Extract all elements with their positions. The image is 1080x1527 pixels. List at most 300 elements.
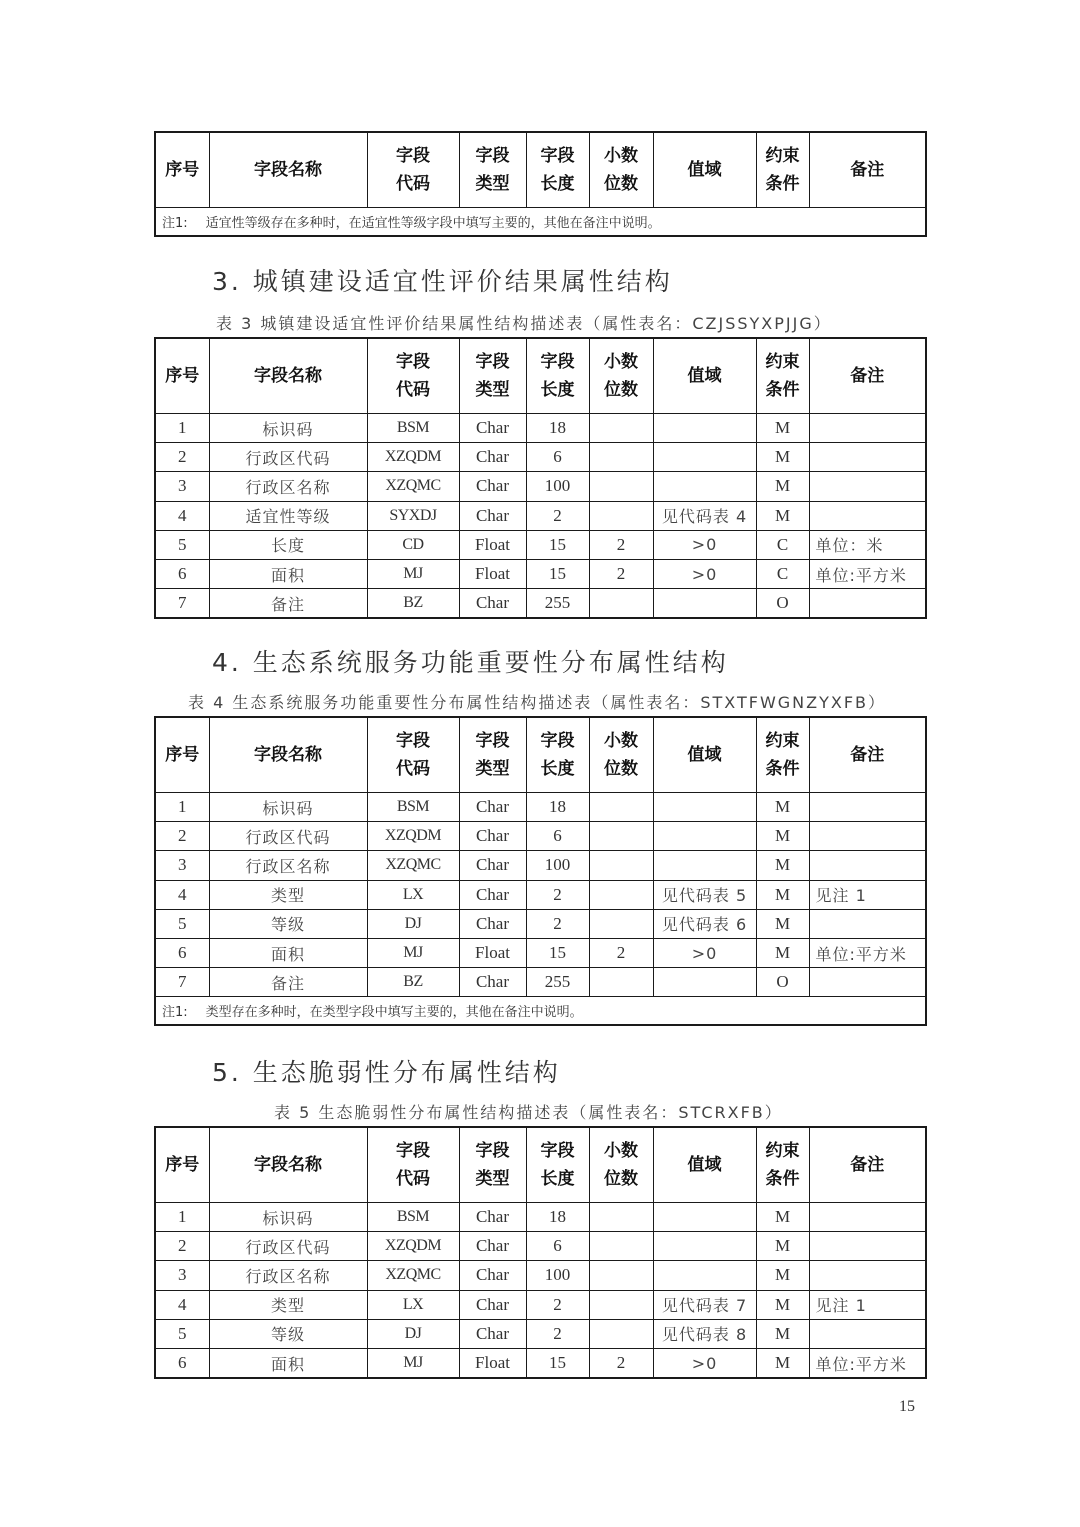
header-text: 长度 [540,380,575,400]
cell-remark: 单位:平方米 [809,559,926,588]
header-text: 类型 [475,380,510,400]
header-value-domain [653,717,756,793]
cell-field-code: MJ [367,1348,459,1378]
cell-field-code: BSM [367,414,459,443]
header-text: 字段 [396,146,430,166]
header-text: 条件 [765,1169,800,1189]
table-note [155,208,926,237]
cell-field-name: 等级 [209,1319,367,1348]
header-text: 条件 [765,759,800,779]
header-text: 字段 [396,1141,430,1161]
cell-remark [809,1319,926,1348]
table-row [155,968,926,997]
cell-decimal-places [589,501,653,530]
cell-field-type: Float [459,530,526,559]
cell-decimal-places [589,1319,653,1348]
header-field-name [209,1127,367,1203]
header-text: 值域 [687,366,722,386]
cell-field-name: 等级 [209,909,367,938]
header-text: 值域 [687,160,722,180]
cell-field-length: 18 [526,414,589,443]
cell-value-domain [653,472,756,501]
header-text: 条件 [765,174,800,194]
table-row [155,909,926,938]
section-4-title: 4. 生态系统服务功能重要性分布属性结构 [212,648,729,677]
cell-seq: 4 [155,1290,209,1319]
header-text: 字段 [540,352,575,372]
cell-seq: 5 [155,909,209,938]
cell-field-length: 15 [526,559,589,588]
cell-seq: 4 [155,880,209,909]
table-row [155,938,926,967]
cell-field-code: BZ [367,589,459,619]
cell-field-name: 长度 [209,530,367,559]
cell-field-code: XZQDM [367,443,459,472]
cell-remark [809,822,926,851]
cell-field-type: Char [459,589,526,619]
cell-remark: 单位:平方米 [809,1348,926,1378]
header-text: 字段名称 [254,366,322,386]
table-row [155,589,926,619]
header-text: 序号 [165,1155,200,1175]
cell-field-code: LX [367,1290,459,1319]
cell-value-domain: 见代码表 7 [653,1290,756,1319]
cell-field-name: 标识码 [209,793,367,822]
cell-field-type: Char [459,1232,526,1261]
header-text: 小数 [604,1141,638,1161]
cell-decimal-places [589,414,653,443]
header-field-name [209,132,367,208]
header-text: 字段名称 [254,745,322,765]
cell-field-length: 15 [526,1348,589,1378]
header-text: 代码 [396,759,430,779]
table-row [155,414,926,443]
cell-seq: 3 [155,1261,209,1290]
cell-value-domain [653,414,756,443]
cell-field-name: 行政区名称 [209,1261,367,1290]
header-value-domain [653,132,756,208]
header-text: 备注 [850,1155,885,1175]
cell-field-name: 备注 [209,589,367,619]
cell-remark [809,501,926,530]
cell-field-type: Char [459,1203,526,1232]
table-prev-continued [154,131,927,237]
cell-field-length: 2 [526,909,589,938]
table-body [155,793,926,997]
header-value-domain [653,1127,756,1203]
header-text: 字段名称 [254,160,322,180]
cell-seq: 5 [155,530,209,559]
header-text: 值域 [687,745,722,765]
header-text: 序号 [165,366,200,386]
cell-remark [809,851,926,880]
cell-field-type: Char [459,1261,526,1290]
table-row [155,1319,926,1348]
cell-remark [809,1232,926,1261]
table-body [155,1203,926,1379]
section-3-title: 3. 城镇建设适宜性评价结果属性结构 [212,267,673,296]
table-row [155,822,926,851]
header-text: 字段 [396,731,430,751]
header-text: 代码 [396,1169,430,1189]
cell-field-name: 适宜性等级 [209,501,367,530]
header-field-length [526,338,589,414]
header-field-length [526,717,589,793]
table-header [155,338,926,414]
cell-constraint: M [756,414,809,443]
cell-field-code: MJ [367,938,459,967]
table-row [155,530,926,559]
table-4-caption: 表 4 生态系统服务功能重要性分布属性结构描述表（属性表名：STXTFWGNZYXFB） [188,693,887,712]
header-text: 字段 [475,352,510,372]
header-text: 位数 [604,174,638,194]
note-text: 适宜性等级存在多种时，在适宜性等级字段中填写主要的，其他在备注中说明。 [205,216,661,231]
header-text: 备注 [850,366,885,386]
cell-remark [809,1203,926,1232]
cell-seq: 2 [155,1232,209,1261]
cell-field-code: BSM [367,1203,459,1232]
cell-field-length: 15 [526,938,589,967]
header-text: 约束 [765,731,800,751]
cell-value-domain [653,851,756,880]
header-text: 约束 [765,352,800,372]
cell-field-code: XZQMC [367,472,459,501]
cell-field-name: 行政区代码 [209,822,367,851]
cell-value-domain [653,1203,756,1232]
cell-field-length: 2 [526,880,589,909]
cell-remark [809,909,926,938]
cell-constraint: M [756,793,809,822]
header-remark [809,132,926,208]
header-field-type [459,338,526,414]
table-row [155,1290,926,1319]
cell-field-type: Char [459,822,526,851]
cell-decimal-places [589,968,653,997]
header-text: 小数 [604,146,638,166]
table-body [155,414,926,619]
cell-field-type: Float [459,938,526,967]
cell-decimal-places [589,443,653,472]
header-text: 条件 [765,380,800,400]
cell-constraint: C [756,559,809,588]
cell-field-code: BZ [367,968,459,997]
cell-decimal-places [589,1261,653,1290]
table-row [155,1203,926,1232]
cell-field-code: XZQMC [367,1261,459,1290]
cell-seq: 4 [155,501,209,530]
header-text: 长度 [540,1169,575,1189]
cell-field-length: 100 [526,851,589,880]
cell-field-name: 标识码 [209,1203,367,1232]
cell-field-length: 6 [526,822,589,851]
cell-value-domain: >0 [653,1348,756,1378]
table-header [155,132,926,208]
cell-seq: 2 [155,443,209,472]
cell-constraint: M [756,472,809,501]
note-label: 注1: [162,1005,188,1021]
table-header [155,1127,926,1203]
cell-constraint: O [756,589,809,619]
cell-decimal-places: 2 [589,530,653,559]
cell-value-domain: 见代码表 5 [653,880,756,909]
cell-constraint: M [756,1319,809,1348]
table-note-row [155,208,926,237]
cell-field-length: 15 [526,530,589,559]
cell-value-domain: 见代码表 8 [653,1319,756,1348]
table-5-caption: 表 5 生态脆弱性分布属性结构描述表（属性表名：STCRXFB） [274,1103,783,1122]
cell-seq: 6 [155,559,209,588]
table-header [155,717,926,793]
note-label: 注1: [162,216,188,231]
cell-decimal-places: 2 [589,938,653,967]
cell-field-type: Float [459,1348,526,1378]
cell-value-domain [653,793,756,822]
cell-field-name: 行政区名称 [209,472,367,501]
cell-field-length: 2 [526,1290,589,1319]
header-text: 值域 [687,1155,722,1175]
table-row [155,472,926,501]
header-field-type [459,1127,526,1203]
cell-decimal-places [589,793,653,822]
cell-field-type: Char [459,414,526,443]
cell-constraint: M [756,1232,809,1261]
cell-remark [809,793,926,822]
cell-field-code: XZQMC [367,851,459,880]
cell-seq: 1 [155,793,209,822]
cell-constraint: M [756,443,809,472]
cell-decimal-places [589,1290,653,1319]
header-text: 长度 [540,759,575,779]
header-field-length [526,132,589,208]
cell-constraint: M [756,1290,809,1319]
cell-field-name: 面积 [209,559,367,588]
cell-decimal-places [589,851,653,880]
cell-decimal-places [589,1203,653,1232]
cell-decimal-places [589,822,653,851]
cell-decimal-places [589,909,653,938]
cell-decimal-places [589,880,653,909]
cell-decimal-places: 2 [589,1348,653,1378]
header-row [155,338,926,414]
header-text: 类型 [475,174,510,194]
cell-field-code: BSM [367,793,459,822]
header-text: 字段 [540,731,575,751]
header-field-code [367,338,459,414]
cell-value-domain [653,968,756,997]
header-text: 长度 [540,174,575,194]
header-text: 代码 [396,174,430,194]
cell-constraint: M [756,938,809,967]
header-remark [809,717,926,793]
cell-remark [809,968,926,997]
cell-value-domain: >0 [653,530,756,559]
table-3 [154,337,927,619]
cell-field-name: 面积 [209,1348,367,1378]
header-text: 代码 [396,380,430,400]
cell-remark [809,443,926,472]
header-remark [809,1127,926,1203]
cell-remark [809,589,926,619]
header-text: 小数 [604,352,638,372]
table-row [155,1232,926,1261]
header-decimal-places [589,1127,653,1203]
note-text: 类型存在多种时，在类型字段中填写主要的，其他在备注中说明。 [205,1005,583,1021]
cell-seq: 3 [155,472,209,501]
header-text: 类型 [475,1169,510,1189]
header-remark [809,338,926,414]
header-seq [155,132,209,208]
table-row [155,880,926,909]
header-text: 字段 [475,731,510,751]
header-text: 序号 [165,160,200,180]
cell-field-length: 255 [526,589,589,619]
cell-constraint: M [756,822,809,851]
cell-field-type: Char [459,472,526,501]
cell-field-length: 2 [526,1319,589,1348]
cell-remark: 见注 1 [809,1290,926,1319]
header-text: 备注 [850,160,885,180]
cell-value-domain: >0 [653,559,756,588]
cell-field-code: SYXDJ [367,501,459,530]
cell-field-length: 18 [526,1203,589,1232]
cell-remark: 单位：米 [809,530,926,559]
cell-remark: 见注 1 [809,880,926,909]
cell-seq: 2 [155,822,209,851]
table-row [155,851,926,880]
table-row [155,443,926,472]
cell-field-length: 6 [526,1232,589,1261]
table-row [155,501,926,530]
cell-seq: 1 [155,414,209,443]
cell-field-length: 100 [526,472,589,501]
header-field-code [367,1127,459,1203]
header-field-code [367,717,459,793]
header-text: 序号 [165,745,200,765]
header-text: 字段 [396,352,430,372]
cell-field-code: XZQDM [367,822,459,851]
header-field-type [459,717,526,793]
cell-field-name: 面积 [209,938,367,967]
cell-seq: 7 [155,968,209,997]
header-text: 备注 [850,745,885,765]
cell-value-domain: >0 [653,938,756,967]
cell-value-domain [653,1232,756,1261]
cell-constraint: M [756,909,809,938]
header-constraint [756,132,809,208]
header-text: 类型 [475,759,510,779]
cell-field-length: 255 [526,968,589,997]
cell-constraint: M [756,1261,809,1290]
cell-field-length: 2 [526,501,589,530]
cell-field-type: Char [459,909,526,938]
header-field-code [367,132,459,208]
cell-seq: 7 [155,589,209,619]
section-5-title: 5. 生态脆弱性分布属性结构 [212,1058,561,1087]
header-seq [155,338,209,414]
header-text: 位数 [604,1169,638,1189]
cell-seq: 6 [155,938,209,967]
cell-field-name: 行政区代码 [209,443,367,472]
header-field-name [209,717,367,793]
cell-decimal-places [589,1232,653,1261]
table-note [155,997,926,1026]
cell-constraint: M [756,851,809,880]
cell-field-type: Char [459,851,526,880]
table-row [155,1348,926,1378]
cell-field-type: Char [459,501,526,530]
header-text: 字段 [475,1141,510,1161]
cell-field-name: 备注 [209,968,367,997]
table-4 [154,716,927,1026]
header-value-domain [653,338,756,414]
cell-decimal-places: 2 [589,559,653,588]
cell-constraint: M [756,880,809,909]
header-row [155,132,926,208]
header-text: 字段 [475,146,510,166]
cell-seq: 3 [155,851,209,880]
cell-constraint: C [756,530,809,559]
cell-decimal-places [589,589,653,619]
cell-field-type: Char [459,1290,526,1319]
header-row [155,717,926,793]
header-field-name [209,338,367,414]
table-3-caption: 表 3 城镇建设适宜性评价结果属性结构描述表（属性表名：CZJSSYXPJJG） [216,314,832,333]
table-row [155,1261,926,1290]
header-decimal-places [589,717,653,793]
cell-field-name: 标识码 [209,414,367,443]
cell-remark [809,1261,926,1290]
cell-field-length: 6 [526,443,589,472]
cell-field-type: Float [459,559,526,588]
header-constraint [756,1127,809,1203]
header-text: 约束 [765,146,800,166]
header-text: 约束 [765,1141,800,1161]
header-seq [155,1127,209,1203]
cell-field-type: Char [459,443,526,472]
header-text: 字段名称 [254,1155,322,1175]
header-constraint [756,338,809,414]
header-decimal-places [589,132,653,208]
header-text: 字段 [540,146,575,166]
cell-seq: 5 [155,1319,209,1348]
cell-field-code: LX [367,880,459,909]
cell-field-name: 行政区代码 [209,1232,367,1261]
cell-decimal-places [589,472,653,501]
header-text: 位数 [604,380,638,400]
cell-value-domain [653,1261,756,1290]
cell-value-domain: 见代码表 4 [653,501,756,530]
cell-value-domain: 见代码表 6 [653,909,756,938]
cell-constraint: M [756,1348,809,1378]
cell-seq: 1 [155,1203,209,1232]
header-field-length [526,1127,589,1203]
cell-field-name: 类型 [209,1290,367,1319]
cell-remark [809,472,926,501]
header-text: 字段 [540,1141,575,1161]
page-number: 15 [899,1398,915,1415]
table-row [155,559,926,588]
cell-field-code: MJ [367,559,459,588]
cell-field-code: XZQDM [367,1232,459,1261]
cell-field-type: Char [459,793,526,822]
cell-field-length: 100 [526,1261,589,1290]
table-note-row [155,997,926,1026]
cell-constraint: O [756,968,809,997]
cell-remark [809,414,926,443]
header-text: 位数 [604,759,638,779]
cell-field-length: 18 [526,793,589,822]
cell-field-code: CD [367,530,459,559]
